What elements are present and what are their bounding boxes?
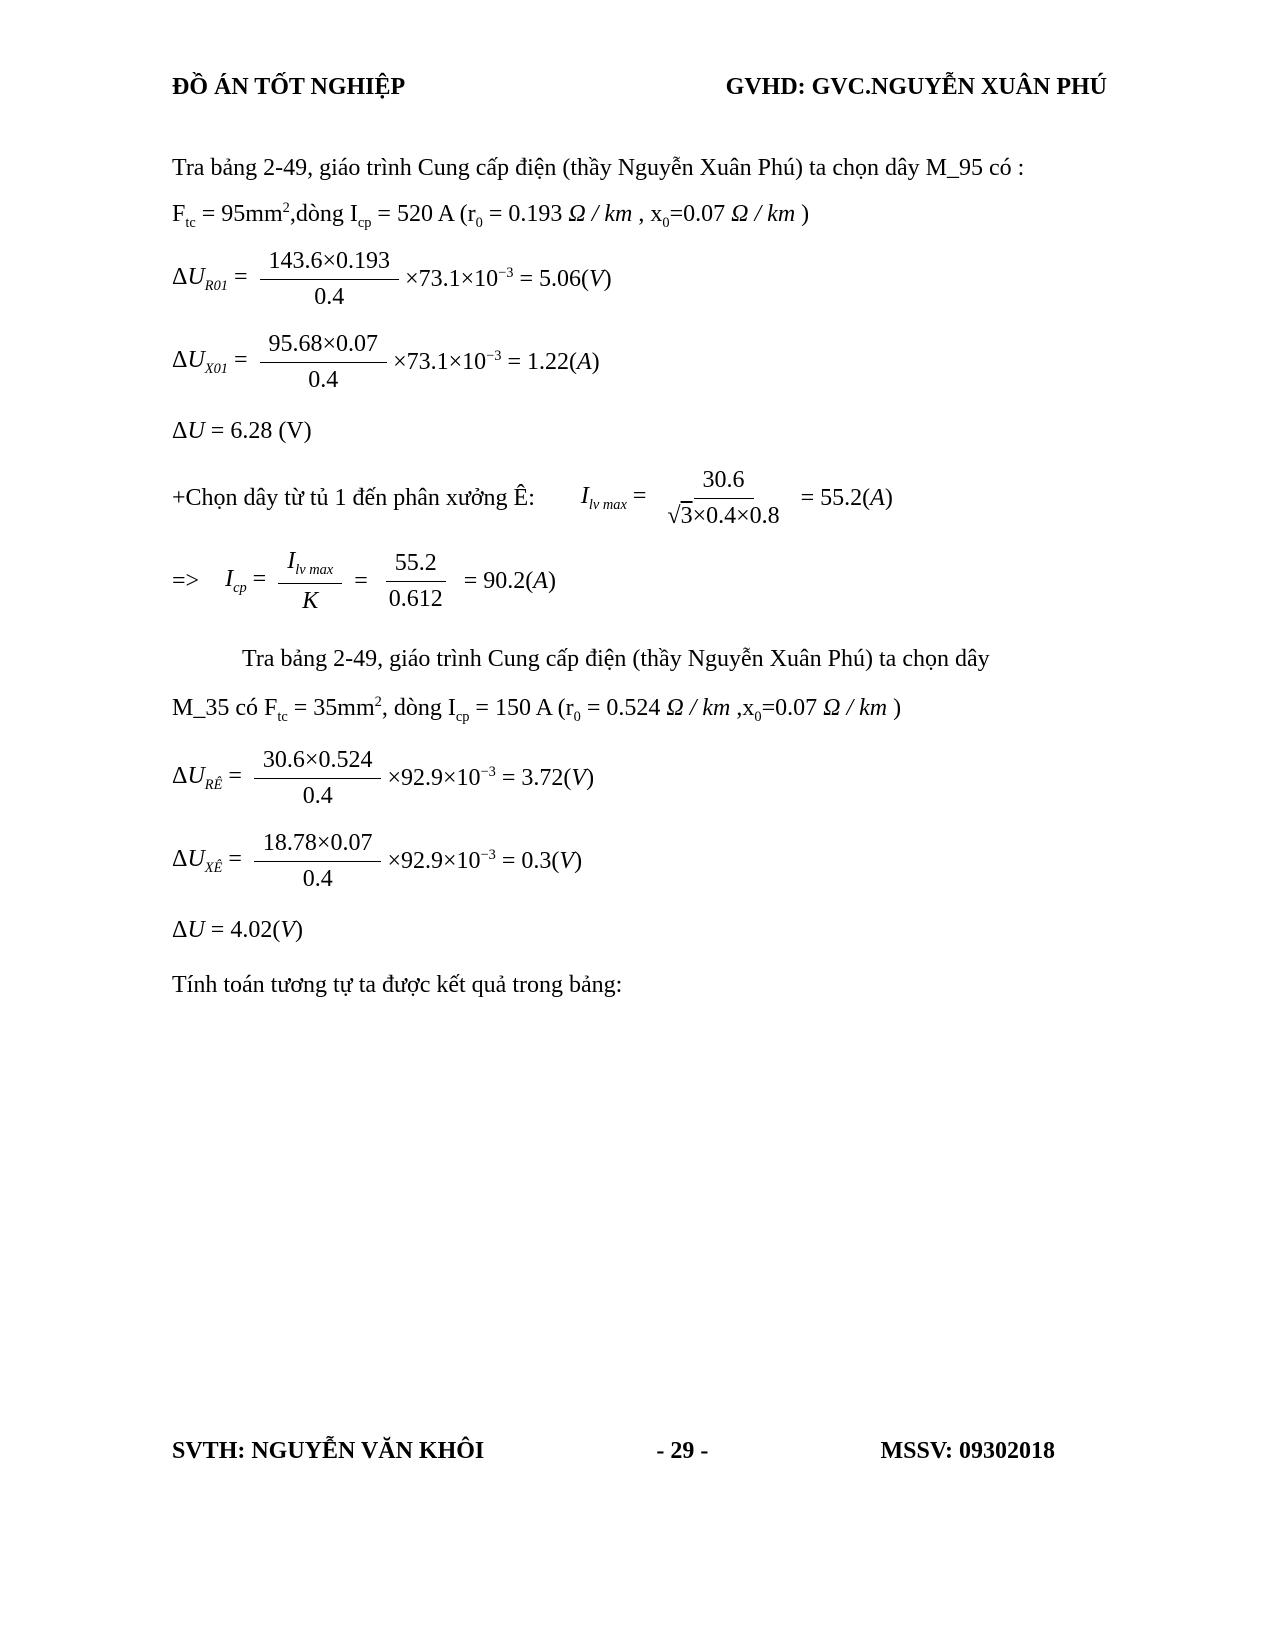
formula-lhs: $\Delta U_{XÊ}$ =	[172, 846, 248, 876]
fraction-numerator: 18.78×0.07	[254, 830, 382, 862]
formula-lhs: $I_{lv max}$ =	[580, 482, 653, 513]
fraction	[658, 467, 788, 530]
fraction-numerator: 55.2	[386, 550, 446, 582]
fraction	[260, 248, 400, 311]
fraction-numerator: 30.6	[694, 467, 754, 499]
formula-rhs: $\times 73.1\times 10^{-3} = 1.22(A)$	[393, 348, 600, 376]
formula-delta-u-re	[172, 747, 1107, 810]
formula-lhs: $\Delta U_{R01}$ =	[172, 263, 254, 294]
fraction-numerator: 30.6×0.524	[254, 747, 382, 779]
page-header	[172, 74, 1107, 101]
formula-delta-u-total-2: ΔU = 4.02(V)	[172, 916, 303, 943]
formula-rhs: $\times 92.9\times 10^{-3} = 3.72(V)$	[387, 764, 595, 792]
fraction-denominator: √3×0.4×0.8	[667, 502, 780, 529]
page-number: - 29 -	[656, 1438, 709, 1464]
paragraph-tra-bang-1: Tra bảng 2-49, giáo trình Cung cấp điện (thầy Nguyễn Xuân Phú) ta chọn dây M_95 có :	[172, 155, 1025, 181]
footer-student-id: MSSV: 09302018	[880, 1438, 1055, 1464]
fraction-denominator: 0.4	[302, 865, 333, 892]
implies-arrow: =>	[172, 567, 200, 594]
formula-lhs: $\Delta U_{RÊ}$ =	[172, 763, 248, 793]
fraction-denominator: 0.612	[388, 585, 443, 612]
fraction	[254, 830, 382, 893]
formula-mid: =	[348, 567, 374, 594]
formula-rhs: $\times 73.1\times 10^{-3} = 5.06(V)$	[405, 265, 612, 293]
fraction-denominator: 0.4	[314, 283, 345, 310]
chon-day-row	[172, 467, 1107, 530]
fraction-denominator: 0.4	[302, 782, 333, 809]
fraction	[254, 747, 382, 810]
fraction-numerator: 95.68×0.07	[260, 331, 388, 363]
formula-delta-u-total-1: ΔU = 6.28 (V)	[172, 417, 312, 444]
paragraph-conclusion: Tính toán tương tự ta được kết quả trong bảng:	[172, 971, 623, 998]
formula-lhs: $I_{cp}$ =	[225, 565, 273, 596]
formula-delta-u-r01	[172, 248, 1107, 311]
paragraph-cable-specs-95: $F_{tc}$ = $95mm^2,dòng$ $I_{cp} = 520$ A ($r_0 = 0.193$ Ω / km , $x_0=0.07$ Ω / km )	[172, 200, 810, 231]
formula-rhs: $\times 92.9\times 10^{-3} = 0.3(V)$	[387, 847, 583, 875]
fraction-numerator: 143.6×0.193	[260, 248, 400, 280]
header-title-left: ĐỒ ÁN TỐT NGHIỆP	[172, 74, 406, 100]
formula-delta-u-x01	[172, 331, 1107, 394]
fraction	[380, 550, 452, 613]
formula-rhs: = 55.2(A)	[794, 484, 893, 511]
fraction	[260, 331, 388, 394]
fraction	[278, 548, 342, 615]
header-title-right: GVHD: GVC.NGUYỄN XUÂN PHÚ	[725, 74, 1107, 100]
fraction-denominator: 0.4	[308, 366, 339, 393]
formula-delta-u-xe	[172, 830, 1107, 893]
footer-student-name: SVTH: NGUYỄN VĂN KHÔI	[172, 1438, 485, 1464]
formula-i-cp	[172, 548, 1107, 615]
paragraph-line: Tra bảng 2-49, giáo trình Cung cấp điện (thầy Nguyễn Xuân Phú) ta chọn dây	[242, 645, 990, 672]
formula-rhs: = 90.2(A)	[457, 567, 556, 594]
paragraph-line: M_35 có $F_{tc} = 35mm^2$, dòng $I_{cp} = 150$ A ($r_0 = 0.524$ Ω / km $,x_0=0.07$ Ω / km )	[172, 693, 902, 725]
fraction-denominator: K	[302, 587, 319, 614]
page-footer	[172, 1438, 1107, 1465]
fraction-numerator: $I_{lv max}$	[278, 548, 342, 584]
chon-day-text: +Chọn dây từ tủ 1 đến phân xưởng Ê:	[172, 484, 535, 511]
formula-i-lvmax	[581, 467, 893, 530]
formula-lhs: $\Delta U_{X01}$ =	[172, 346, 254, 377]
paragraph-tra-bang-2	[172, 635, 1107, 733]
